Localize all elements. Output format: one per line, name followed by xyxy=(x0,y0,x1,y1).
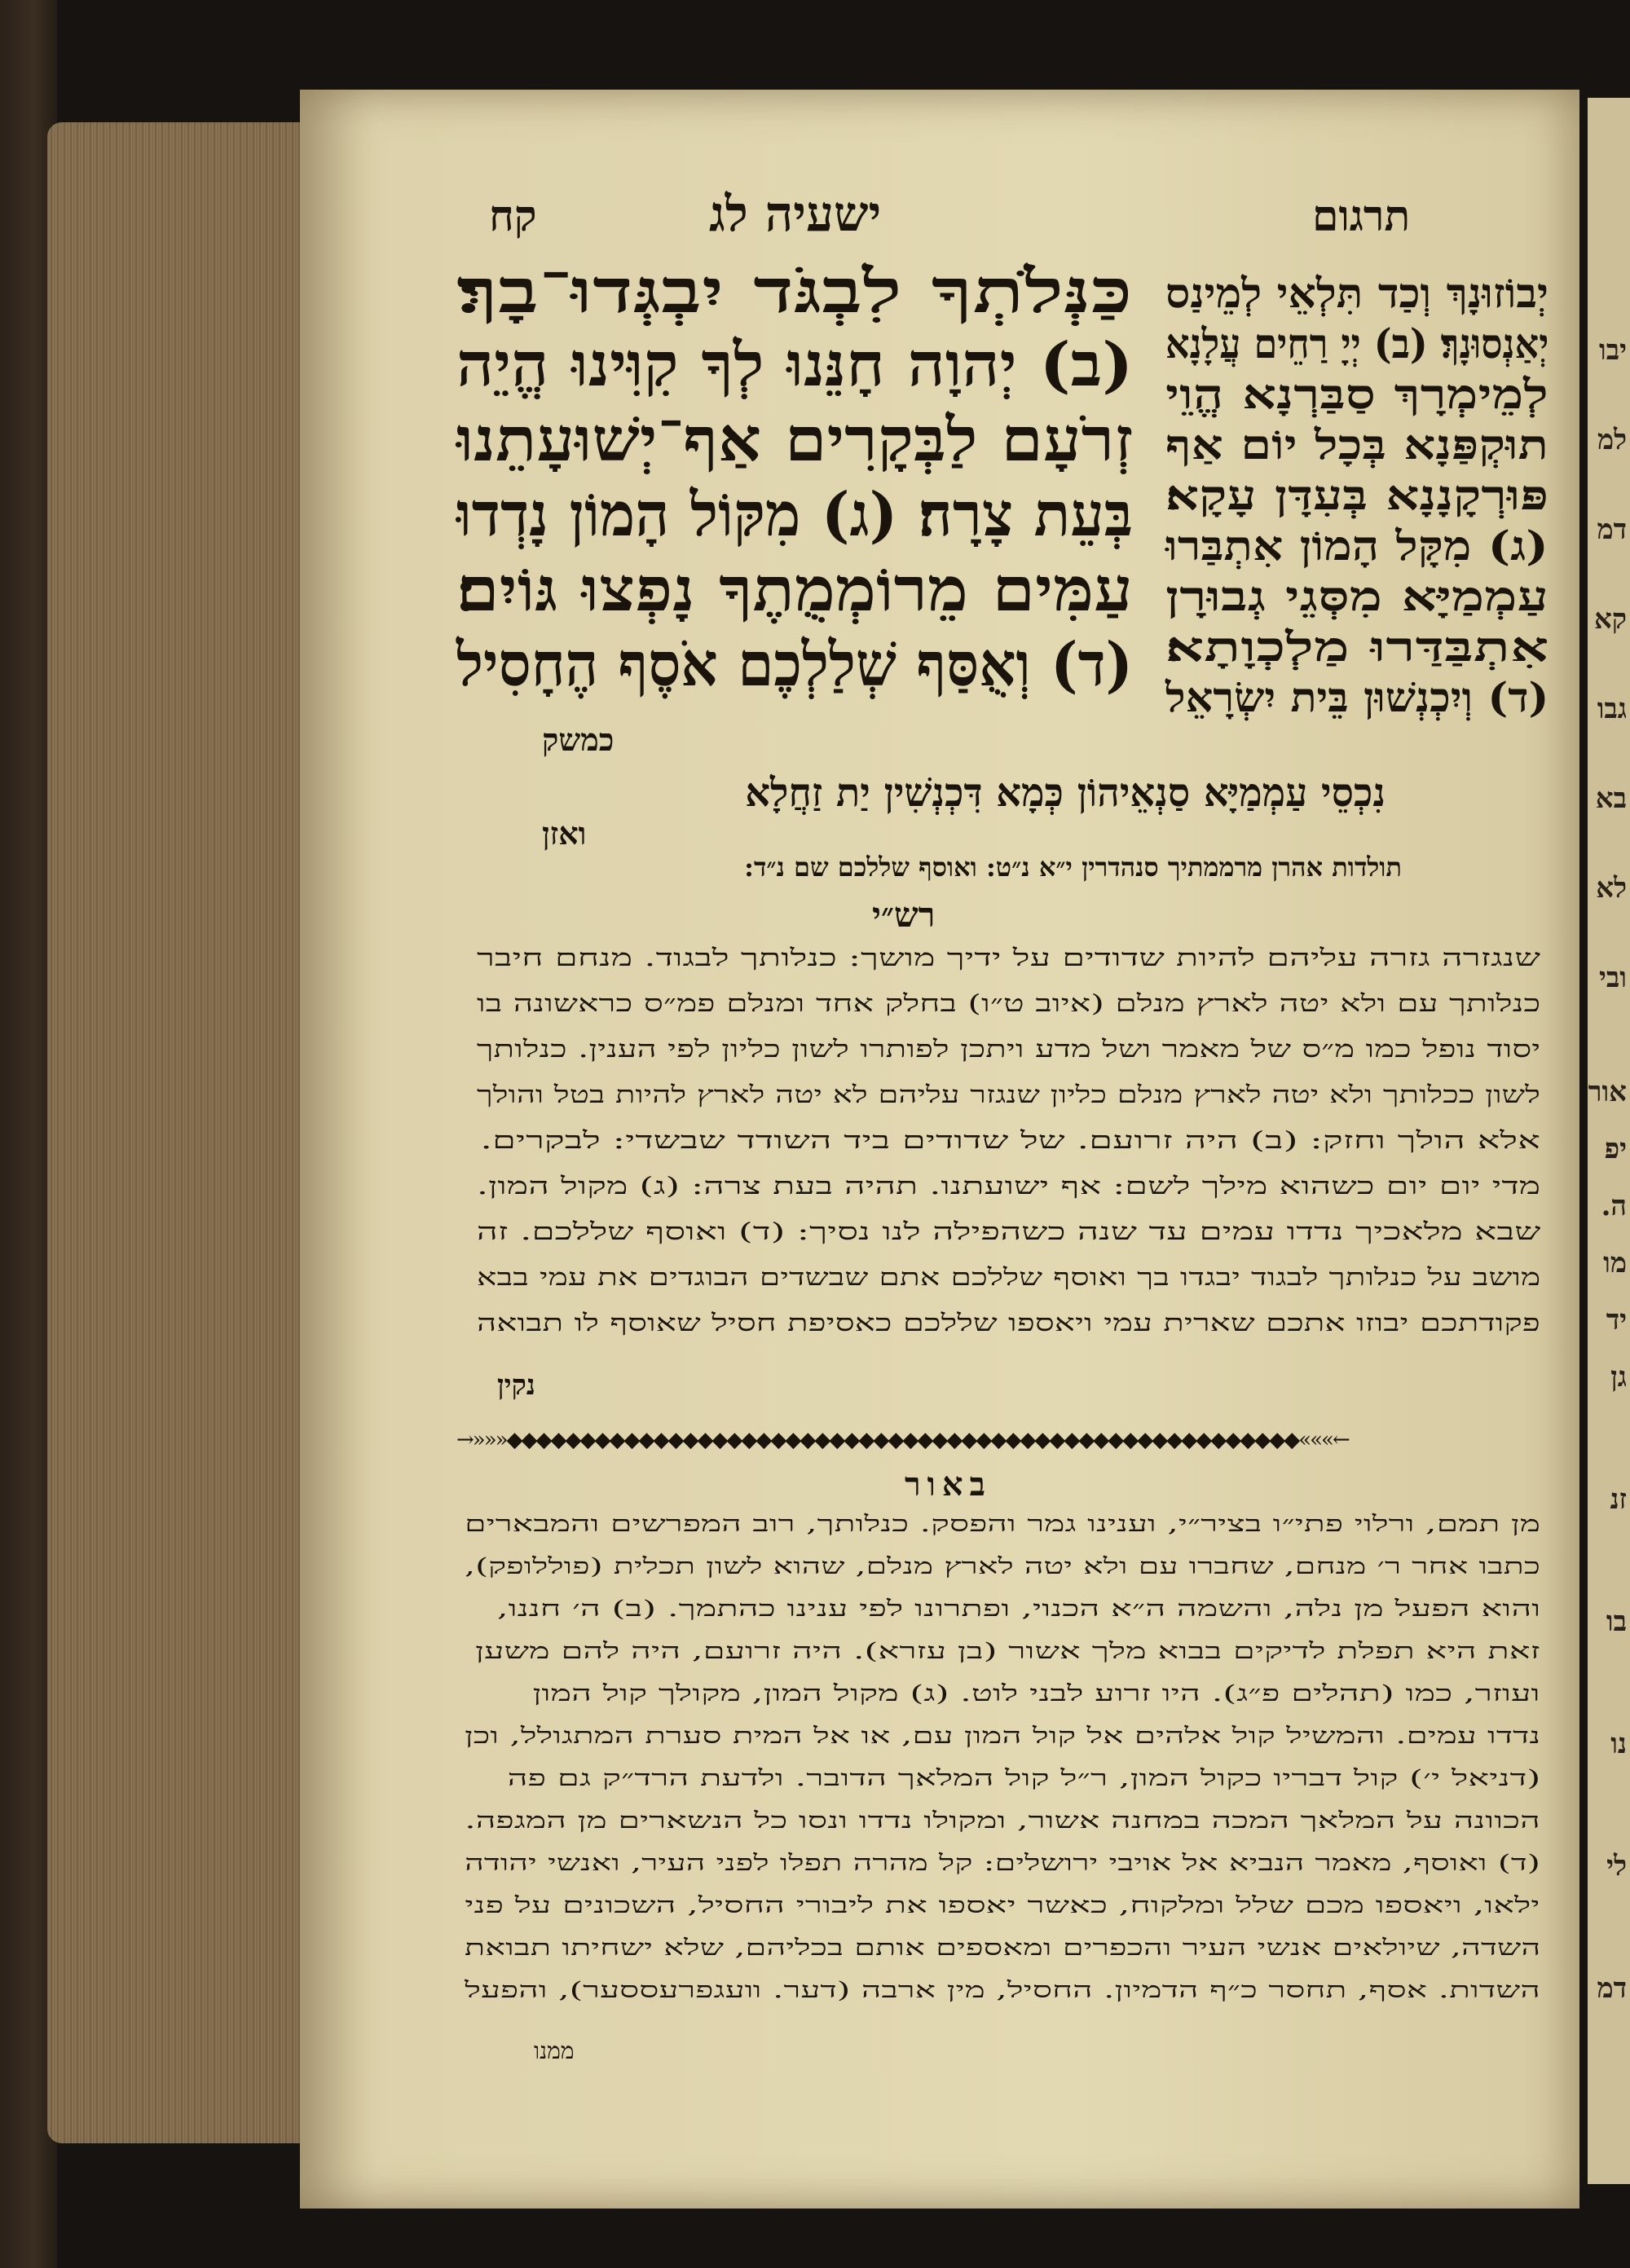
rashi-commentary xyxy=(477,944,1540,1408)
main-text-line: עַמִּים מֵרוֹמְמֻתֶךָ נָפְצוּ גּוֹיִם׃ xyxy=(456,555,1133,625)
facing-line: למ xyxy=(1597,424,1627,456)
rashi-line: לשון ככלותך ולא יטה לארץ מנלם כליון שנגזר עליהם לא יטה לארץ להיות בטל והולך xyxy=(477,1081,1540,1108)
biur-commentary xyxy=(465,1512,1540,2050)
biur-catchword: ממנו xyxy=(534,2037,575,2064)
targum-line: אִתְבַּדַּרוּ מַלְכְוָתָא׃ xyxy=(1165,623,1548,671)
rashi-line: שבא מלאכיך נדדו עמים עד שנה כשהפילה לנו נסיך: (ד) ואוסף שללכם. זה xyxy=(476,1218,1540,1245)
main-text-line: (ב) יְהוָה חָנֵּנוּ לְךָ קִוִּינוּ הֱיֵה xyxy=(456,330,1133,400)
targum-column xyxy=(1165,269,1548,774)
main-text-line: בְּעֵת צָרָה׃ (ג) מִקּוֹל הָמוֹן נָדְדוּ xyxy=(456,480,1133,550)
main-catchword: כמשק xyxy=(542,721,615,758)
targum-line: (ד) וְיִכְנְשׁוּן בֵּית יִשְׂרָאֵל xyxy=(1165,673,1548,721)
rashi-line: כנלותך עם ולא יטה לארץ מנלם (איוב ט״ו) בחלק אחד ומנלם פמ״ס כראשונה בו xyxy=(476,989,1540,1017)
targum-line: פּוּרְקָנָנָא בְּעִדָּן עָקָא׃ xyxy=(1165,471,1548,519)
facing-line: יד xyxy=(1606,1304,1627,1337)
facing-line: יפ xyxy=(1604,1133,1627,1165)
facing-line: בא xyxy=(1595,782,1627,815)
biur-line: (ד) ואוסף, מאמר הנביא אל אויבי ירושלים: קל מהרה תפלו לפני העיר, ואנשי יהודה xyxy=(465,1851,1540,1876)
biur-line: נדדו עמים. והמשיל קול אלהים אל קול המון עם, או אל המית סערת המתגולל, וכן xyxy=(464,1724,1540,1749)
targum-header: תרגום xyxy=(1312,192,1411,241)
main-text-line: כַּנְּלֹתְךָ לִבְגֹּד יִבְגְּדוּ־בָךְ׃ xyxy=(456,257,1133,327)
rashi-line: שנגזרה גזרה עליהם להיות שדודים על ידיך מושך: כנלותך לבגוד. מנחם חיבר xyxy=(476,944,1540,971)
facing-line: ובי xyxy=(1599,962,1627,994)
targum-line: עַמְמַיָּא מִסְּגֵי גְבוּרָן xyxy=(1165,572,1548,620)
targum-catchword: ואזן xyxy=(542,815,587,852)
rashi-line: פקודתכם יבוזו אתכם שארית עמי ויאספו שללכם כאסיפת חסיל שאוסף לו תבואה xyxy=(477,1309,1540,1337)
facing-line: גבו xyxy=(1597,693,1627,725)
biur-line: כתבו אחר ר׳ מנחם, שחברו עם ולא יטה לארץ מנלם, שהוא לשון תכלית (פוללופק), xyxy=(465,1554,1540,1579)
rashi-line: יסוד נופל כמו מ״ס של מאמר ושל מדע ויתכן לפותרו לשון כליון לפי הענין. כנלותך xyxy=(476,1035,1540,1063)
biur-line: מן תמם, ורלוי פתי״ו בציר״י, וענינו גמר והפסק. כנלותך, רוב המפרשים והמבארים xyxy=(465,1512,1540,1537)
toldot-aharon-note: תולדות אהרן מרממתיך סנהדרין י״א נ״ט: ואוסף שללכם שם נ״ד: xyxy=(744,852,1402,883)
facing-line: זנ xyxy=(1610,1483,1627,1516)
rashi-catchword: נקין xyxy=(497,1369,535,1402)
facing-line: גן xyxy=(1610,1361,1627,1394)
biur-line: הכוונה על המלאך המכה במחנה אשור, ומקולו נדדו ונסו כל הנשארים מן המגפה. xyxy=(465,1808,1540,1834)
ornamental-separator: →»»»◆◆◆◆◆◆◆◆◆◆◆◆◆◆◆◆◆◆◆◆◆◆◆◆◆◆◆◆◆◆◆◆◆◆◆◆◆◆◆◆◆◆◆◆◆◆◆◆◆◆◆◆◆◆«««← xyxy=(456,1428,1349,1449)
facing-line: אור xyxy=(1588,1076,1627,1108)
rashi-title: רש״י xyxy=(872,895,936,935)
rashi-line: אלא הולך וחזק: (ב) היה זרועם. של שדודים ביד השודד שבשדי: לבקרים. xyxy=(480,1126,1540,1154)
main-text-line: (ד) וְאֻסַּף שְׁלַלְכֶם אֹסֶף הֶחָסִיל xyxy=(456,630,1133,700)
biur-line: (דניאל י׳) קול דבריו כקול המון, ר״ל קול המלאך הדובר. ולדעת הרד״ק גם פה xyxy=(507,1766,1540,1791)
biur-line: זאת היא תפלת לדיקים בבוא מלך אשור (בן עזרא). היה זרועם, היה להם משען xyxy=(475,1639,1540,1664)
biur-line: ילאו, ויאספו מכם שלל ומלקוח, כאשר יאספו את ליבורי החסיל, השכונים על פני xyxy=(465,1893,1540,1918)
facing-line: לא xyxy=(1596,872,1627,905)
facing-line: קא xyxy=(1593,603,1627,636)
facing-line: ה. xyxy=(1601,1190,1627,1222)
targum-line: לְמֵימְרָךְ סַבַּרְנָא הֱוֵי xyxy=(1165,370,1548,418)
facing-line: נו xyxy=(1610,1728,1627,1760)
facing-line: מו xyxy=(1603,1247,1627,1279)
biur-line: השדה, שיולאים אנשי העיר והכפרים ומאספים אותם בכליהם, שלא ישחיתו תבואת xyxy=(464,1936,1540,1961)
page-edges xyxy=(47,122,308,2143)
biur-line: והוא הפעל מן נלה, והשמה ה״א הכנוי, ופתרונו לפי ענינו כהתמך. (ב) ה׳ חננו, xyxy=(496,1596,1540,1622)
biur-line: ועוזר, כמו (תהלים פ״ג). היו זרוע לבני לוט. (ג) מקול המון, מקולך קול המון xyxy=(532,1681,1540,1707)
book-chapter-header: ישעיה לג xyxy=(709,186,882,243)
targum-line: יְאַנְסוּנָךְ׃ (ב) יְיָ רַחֵים עֲלָנָא xyxy=(1165,319,1548,368)
facing-line: דמ xyxy=(1597,1972,1627,2005)
biur-line: השדות. אסף, תחסר כ״ף הדמיון. החסיל, מין ארבה (דער. װעגפרעססער), והפעל xyxy=(465,1978,1540,2003)
targum-line: תוּקְפַּנָא בְּכָל יוֹם אַף xyxy=(1165,421,1548,469)
rashi-line: מושב על כנלותך לבגוד יבגדו בך ואוסף שללכם אתם שבשדים הבוגדים את עמי בבא xyxy=(476,1263,1540,1291)
targum-continuation: נִכְסֵי עַמְמַיָּא סַנְאֵיהוֹן כְּמָא דִּכְנְשִׁין יַת זַחֲלָא xyxy=(745,770,1386,816)
page-number: קח xyxy=(489,192,537,241)
facing-line: דמ xyxy=(1597,513,1627,546)
targum-line: (ג) מִקָּל הָמוֹן אִתְבַּרוּ xyxy=(1165,522,1548,570)
main-text-line: זְרֹעָם לַבְּקָרִים אַף־יְשׁוּעָתֵנוּ xyxy=(456,405,1133,475)
main-text-column xyxy=(456,257,1133,713)
facing-line: יבו xyxy=(1599,334,1627,367)
facing-page-edge xyxy=(1588,98,1630,2184)
biur-title: באור xyxy=(905,1465,992,1504)
targum-line: יְבוֹזוּנָךְ וְכַד תִּלְאֵי לְמֵינַס xyxy=(1165,269,1548,317)
facing-line: בו xyxy=(1606,1605,1627,1638)
rashi-line: מדי יום יום כשהוא מילך לשם: אף ישועתנו. תהיה בעת צרה: (ג) מקול המון. xyxy=(476,1172,1540,1200)
facing-line: לי xyxy=(1606,1850,1627,1883)
